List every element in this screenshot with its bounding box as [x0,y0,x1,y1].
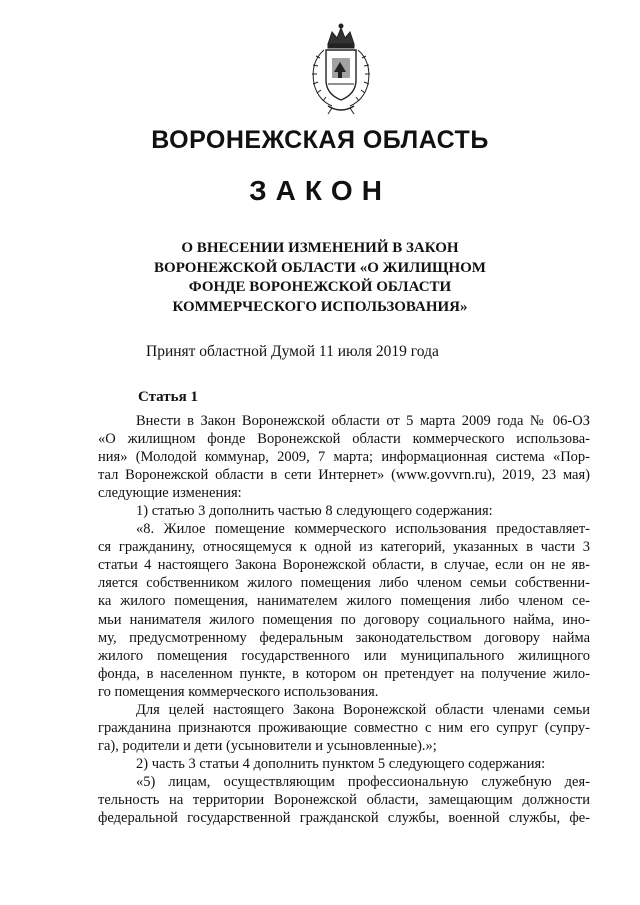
law-title-line: ВОРОНЕЖСКОЙ ОБЛАСТИ «О ЖИЛИЩНОМ [154,259,486,276]
coat-of-arms-emblem [298,22,384,116]
law-title-line: ФОНДЕ ВОРОНЕЖСКОЙ ОБЛАСТИ [188,279,452,295]
article-body [98,412,590,827]
text-line: га), родители и дети (усыновители и усыновленные).»; [98,737,437,754]
text-line: фонда, в населенном пункте, в котором он претендует на получение жило- [98,665,590,682]
text-line: ния» (Молодой коммунар, 2009, 7 марта; информационная система «Пор- [98,449,590,466]
law-title [120,239,520,317]
text-line: Для целей настоящего Закона Воронежской области членами семьи [136,701,590,718]
text-line: ся гражданину, относящемуся к одной из категорий, указанных в части 3 [98,539,590,556]
text-line: гражданина признаются проживающие совместно с ним его супруг (супру- [98,719,590,736]
text-line: «5) лицам, осуществляющим профессиональную служебную дея- [136,773,590,790]
text-line: 2) часть 3 статьи 4 дополнить пунктом 5 следующего содержания: [136,755,546,772]
text-line: му, предусмотренному федеральным законодательством договору найма [98,629,590,646]
text-line: жилого помещения государственного или муниципального жилищного [98,647,590,664]
adoption-date: Принят областной Думой 11 июля 2019 года [146,343,439,360]
text-line: следующие изменения: [98,485,242,502]
text-line: ка жилого помещения, нанимателем жилого помещения либо членом се- [98,593,590,610]
law-title-line: О ВНЕСЕНИИ ИЗМЕНЕНИЙ В ЗАКОН [181,240,459,256]
text-line: мьи нанимателя жилого помещения по договору социального найма, ино- [98,611,590,628]
region-name: ВОРОНЕЖСКАЯ ОБЛАСТЬ [151,126,489,154]
document-type: ЗАКОН [249,175,391,206]
text-line: «8. Жилое помещение коммерческого использования предоставляет- [136,521,590,538]
text-line: ляется собственником жилого помещения либо членом семьи собственни- [98,575,590,592]
text-line: статьи 4 настоящего Закона Воронежской области, в случае, если он не яв- [98,557,590,574]
article-heading: Статья 1 [138,389,198,405]
text-line: «О жилищном фонде Воронежской области коммерческого использова- [98,431,590,448]
text-line: тельность на территории Воронежской области, замещающим должности [98,791,590,808]
text-line: тал Воронежской области в сети Интернет» (www.govvrn.ru), 2019, 23 мая) [98,467,590,484]
text-line: го помещения коммерческого использования. [98,683,379,700]
text-line: федеральной государственной гражданской службы, военной службы, фе- [98,810,590,827]
text-line: Внести в Закон Воронежской области от 5 марта 2009 года № 06-ОЗ [136,413,590,429]
text-line: 1) статью 3 дополнить частью 8 следующего содержания: [136,503,493,520]
law-title-line: КОММЕРЧЕСКОГО ИСПОЛЬЗОВАНИЯ» [172,298,468,315]
